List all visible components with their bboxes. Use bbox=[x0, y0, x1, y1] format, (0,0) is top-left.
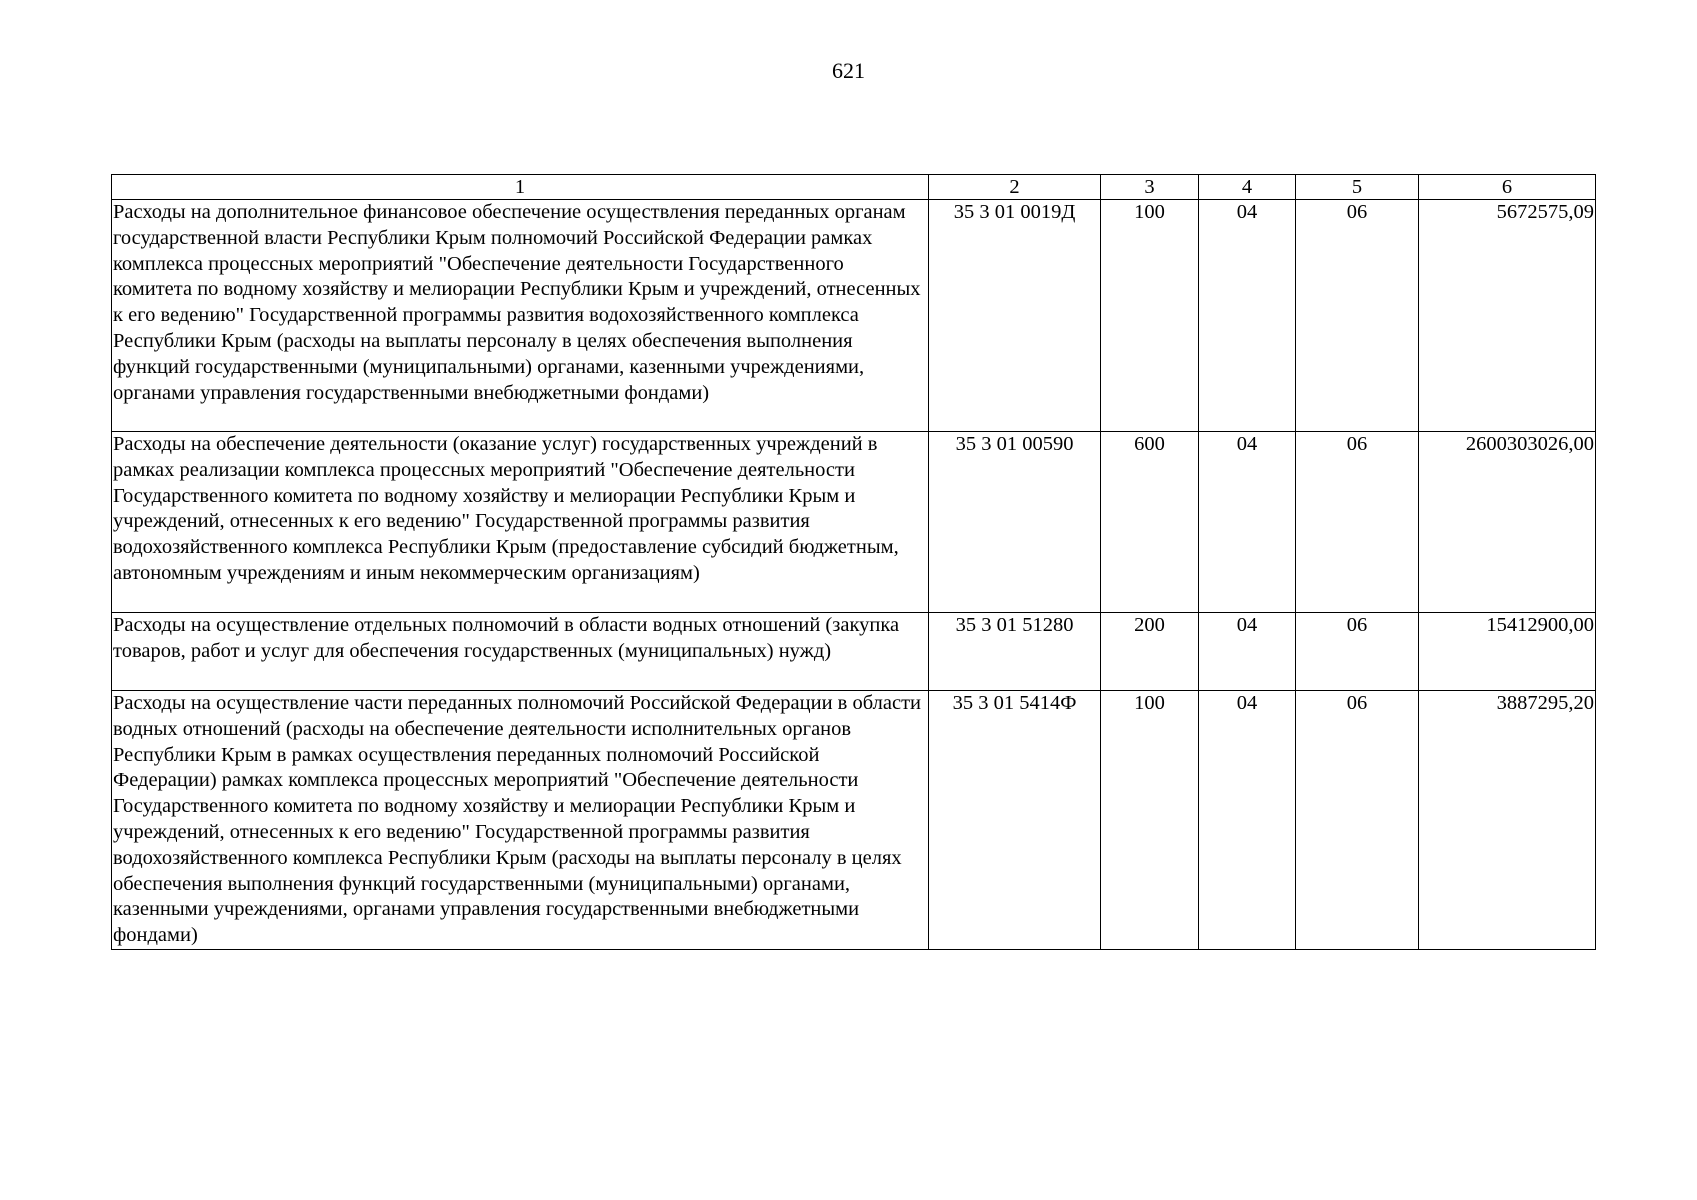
row-expense-type: 100 bbox=[1101, 691, 1199, 950]
row-section: 04 bbox=[1199, 432, 1296, 613]
row-expense-type: 600 bbox=[1101, 432, 1199, 613]
row-target-code: 35 3 01 00590 bbox=[929, 432, 1101, 613]
row-amount: 15412900,00 bbox=[1419, 613, 1596, 691]
row-section: 04 bbox=[1199, 613, 1296, 691]
table-row bbox=[112, 613, 1596, 691]
table-row bbox=[112, 432, 1596, 613]
row-description: Расходы на осуществление отдельных полномочий в области водных отношений (закупка товаров, работ и услуг для обеспечения государственных (муниципальных) нужд) bbox=[112, 613, 929, 691]
column-header-4: 4 bbox=[1199, 175, 1296, 200]
column-header-1: 1 bbox=[112, 175, 929, 200]
row-description: Расходы на осуществление части переданных полномочий Российской Федерации в области водных отношений (расходы на обеспечение деятельности исполнительных органов Республики Крым в рамках осуществления переданных полномочий Российской Федерации) рамках комплекса процессных мероприятий "Обеспечение деятельности Государственного комитета по водному хозяйству и мелиорации Республики Крым и учреждений, отнесенных к его ведению" Государственной программы развития водохозяйственного комплекса Республики Крым (расходы на выплаты персоналу в целях обеспечения выполнения функций государственными (муниципальными) органами, казенными учреждениями, органами управления государственными внебюджетными фондами) bbox=[112, 691, 929, 950]
row-target-code: 35 3 01 5414Ф bbox=[929, 691, 1101, 950]
table-row bbox=[112, 691, 1596, 950]
column-header-3: 3 bbox=[1101, 175, 1199, 200]
budget-table bbox=[111, 174, 1596, 950]
row-expense-type: 100 bbox=[1101, 200, 1199, 432]
column-header-2: 2 bbox=[929, 175, 1101, 200]
row-amount: 3887295,20 bbox=[1419, 691, 1596, 950]
row-subsection: 06 bbox=[1296, 200, 1419, 432]
row-amount: 5672575,09 bbox=[1419, 200, 1596, 432]
row-description: Расходы на дополнительное финансовое обеспечение осуществления переданных органам государственной власти Республики Крым полномочий Российской Федерации рамках комплекса процессных мероприятий "Обеспечение деятельности Государственного комитета по водному хозяйству и мелиорации Республики Крым и учреждений, отнесенных к его ведению" Государственной программы развития водохозяйственного комплекса Республики Крым (расходы на выплаты персоналу в целях обеспечения выполнения функций государственными (муниципальными) органами, казенными учреждениями, органами управления государственными внебюджетными фондами) bbox=[112, 200, 929, 432]
table-row bbox=[112, 200, 1596, 432]
row-amount: 2600303026,00 bbox=[1419, 432, 1596, 613]
row-target-code: 35 3 01 51280 bbox=[929, 613, 1101, 691]
column-header-5: 5 bbox=[1296, 175, 1419, 200]
row-expense-type: 200 bbox=[1101, 613, 1199, 691]
row-subsection: 06 bbox=[1296, 691, 1419, 950]
row-target-code: 35 3 01 0019Д bbox=[929, 200, 1101, 432]
table-header-row bbox=[112, 175, 1596, 200]
column-header-6: 6 bbox=[1419, 175, 1596, 200]
row-subsection: 06 bbox=[1296, 613, 1419, 691]
row-subsection: 06 bbox=[1296, 432, 1419, 613]
row-description: Расходы на обеспечение деятельности (оказание услуг) государственных учреждений в рамках реализации комплекса процессных мероприятий "Обеспечение деятельности Государственного комитета по водному хозяйству и мелиорации Республики Крым и учреждений, отнесенных к его ведению" Государственной программы развития водохозяйственного комплекса Республики Крым (предоставление субсидий бюджетным, автономным учреждениям и иным некоммерческим организациям) bbox=[112, 432, 929, 613]
page-number: 621 bbox=[832, 58, 865, 83]
row-section: 04 bbox=[1199, 200, 1296, 432]
row-section: 04 bbox=[1199, 691, 1296, 950]
